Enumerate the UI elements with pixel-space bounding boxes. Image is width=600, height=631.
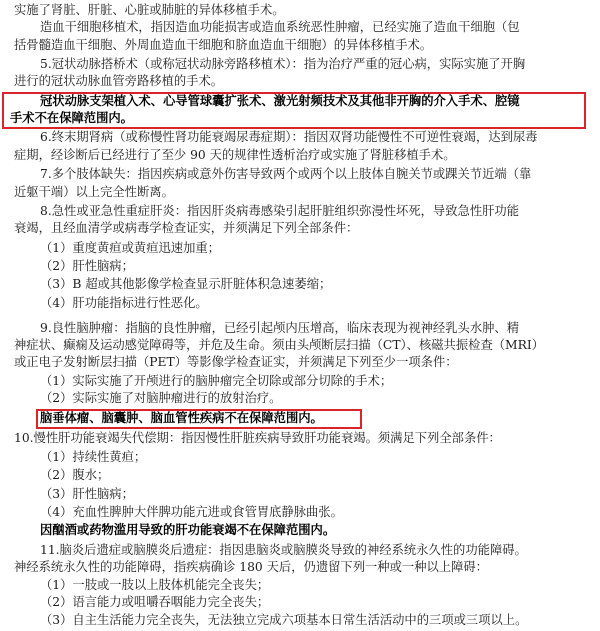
exclusion-text: 脑垂体瘤、脑囊肿、脑血管性疾病不在保障范围内。 (40, 410, 323, 426)
text-line: 9.良性脑肿瘤：指脑的良性肿瘤，已经引起颅内压增高，临床表现为视神经乳头水肿、精 (40, 320, 520, 335)
list-item: （4）肝功能指标进行性恶化。 (40, 295, 208, 310)
list-item: （4）充血性脾肿大伴脾功能亢进或食管胃底静脉曲张。 (40, 505, 343, 520)
text-line: 造血干细胞移植术，指因造血功能损害或造血系统恶性肿瘤，已经实施了造血干细胞（包 (40, 20, 520, 35)
list-item: （1）重度黄疸或黄疸迅速加重； (40, 240, 220, 255)
text-line: 神经系统永久性的功能障碍，指疾病确诊 180 天后，仍遗留下列一种或一种以上障碍： (14, 560, 488, 575)
exclusion-text: 手术不在保障范围内。 (10, 110, 133, 126)
list-item: （1）一肢或一肢以上肢体机能完全丧失； (40, 577, 270, 592)
exclusion-text: 冠状动脉支架植入术、心导管球囊扩张术、激光射频技术及其他非开胸的介入手术、腔镜 (40, 92, 520, 108)
text-line: 6.终末期肾病（或称慢性肾功能衰竭尿毒症期）：指因双肾功能慢性不可逆性衰竭，达到尿毒 (40, 130, 538, 145)
text-line: 实施了肾脏、肝脏、心脏或肺脏的异体移植手术。 (14, 2, 285, 17)
exclusion-text: 因酗酒或药物滥用导致的肝功能衰竭不在保障范围内。 (40, 522, 336, 538)
text-line: 10.慢性肝功能衰竭失代偿期：指因慢性肝脏疾病导致肝功能衰竭。须满足下列全部条件： (14, 430, 501, 445)
list-item: （1）实际实施了开颅进行的脑肿瘤完全切除或部分切除的手术； (40, 373, 393, 388)
list-item: （1）持续性黄疸； (40, 450, 147, 465)
text-line: 进行的冠状动脉血管旁路移植的手术。 (14, 74, 224, 89)
text-line: 神症状、癫痫及运动感觉障碍等，并危及生命。须由头颅断层扫描（CT）、核磁共振检查（MRI） (14, 337, 545, 352)
list-item: （2）实际实施了对脑肿瘤进行的放射治疗。 (40, 391, 282, 406)
text-line: 7.多个肢体缺失：指因疾病或意外伤害导致两个或两个以上肢体自腕关节或踝关节近端（靠 (40, 167, 532, 182)
text-line: 症期，经诊断后已经进行了至少 90 天的规律性透析治疗或实施了肾脏移植手术。 (14, 147, 456, 162)
list-item: （2）肝性脑病； (40, 259, 134, 274)
list-item: （3）肝性脑病； (40, 486, 134, 501)
list-item: （3）B 超或其他影像学检查显示肝脏体积急速萎缩； (40, 277, 332, 292)
text-line: 8.急性或亚急性重症肝炎：指因肝炎病毒感染引起肝脏组织弥漫性坏死，导致急性肝功能 (40, 203, 520, 218)
text-line: 5.冠状动脉搭桥术（或称冠状动脉旁路移植术）：指为治疗严重的冠心病，实际实施了开胸 (40, 57, 526, 71)
list-item: （2）语言能力或咀嚼吞咽能力完全丧失； (40, 595, 270, 610)
text-line: 11.脑炎后遗症或脑膜炎后遗症：指因患脑炎或脑膜炎导致的神经系统永久性的功能障碍。 (40, 542, 527, 557)
text-line: 括骨髓造血干细胞、外周血造血干细胞和脐血造血干细胞）的异体移植手术。 (14, 37, 433, 52)
list-item: （3）自主生活能力完全丧失，无法独立完成六项基本日常生活活动中的三项或三项以上。 (40, 612, 528, 627)
text-line: 或正电子发射断层扫描（PET）等影像学检查证实，并须满足下列至少一项条件： (14, 355, 458, 370)
text-line: 近躯干端）以上完全性断离。 (14, 184, 174, 199)
text-line: 衰竭，且经血清学或病毒学检查证实，并须满足下列全部条件： (14, 221, 359, 236)
list-item: （2）腹水； (40, 468, 110, 483)
